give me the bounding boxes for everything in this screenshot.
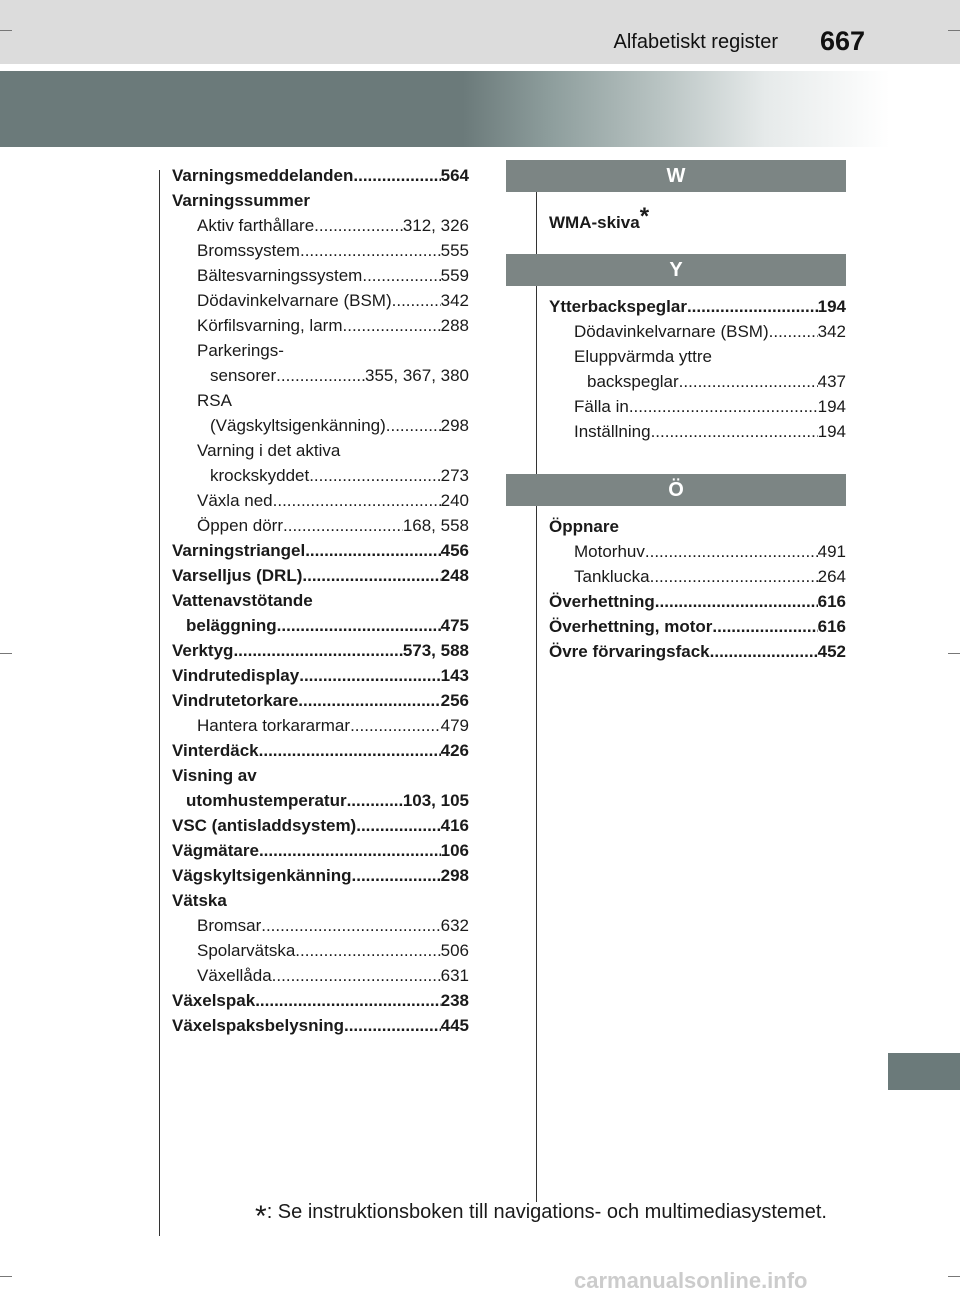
leader-dots	[276, 363, 365, 388]
index-entry-label: Visning av	[172, 766, 257, 785]
index-entry-label: Bromssystem	[197, 241, 300, 260]
index-entry-pages: 143	[440, 666, 469, 685]
index-entry-label: beläggning	[186, 616, 277, 635]
index-entry-label: Vätska	[172, 891, 227, 910]
index-entry-pages: 632	[440, 916, 469, 935]
watermark: carmanualsonline.info	[574, 1268, 808, 1293]
index-entry	[172, 988, 469, 1013]
index-entry	[172, 613, 469, 638]
index-entry-pages: 445	[440, 1016, 469, 1035]
index-entry	[172, 663, 469, 688]
leader-dots	[314, 213, 403, 238]
index-entry	[549, 294, 846, 319]
index-entry	[172, 738, 469, 763]
index-entry-label: Varningssummer	[172, 191, 310, 210]
index-entry-pages: 452	[817, 642, 846, 661]
index-entry	[549, 539, 846, 564]
index-entry-pages: 616	[817, 592, 846, 611]
index-entry	[172, 688, 469, 713]
index-entry	[172, 913, 469, 938]
leader-dots	[347, 788, 403, 813]
leader-dots	[350, 713, 441, 738]
index-entry-label: Växelspaksbelysning	[172, 1016, 344, 1035]
index-entry-pages: 631	[440, 966, 469, 985]
index-entry-label: Öppen dörr	[197, 516, 283, 535]
column-divider-middle	[536, 190, 537, 1202]
index-entry-label: WMA-skiva	[549, 213, 640, 232]
index-entry	[172, 263, 469, 288]
index-entry-label: Dödavinkelvarnare (BSM)	[574, 322, 769, 341]
crop-mark	[0, 653, 12, 654]
index-entry-pages: 506	[440, 941, 469, 960]
section-letter-header: Ö	[506, 474, 846, 506]
index-entry-label: Ytterbackspeglar	[549, 297, 687, 316]
index-entry	[549, 639, 846, 664]
index-entry-pages: 342	[817, 322, 846, 341]
index-entry	[172, 763, 469, 788]
index-entry	[172, 513, 469, 538]
leader-dots	[386, 413, 441, 438]
index-entry	[172, 813, 469, 838]
index-entry-pages: 555	[440, 241, 469, 260]
index-entry-pages: 256	[440, 691, 469, 710]
index-entry-label: Aktiv farthållare	[197, 216, 315, 235]
index-entry	[172, 963, 469, 988]
index-entry	[172, 438, 469, 463]
leader-dots	[259, 738, 441, 763]
index-entry	[172, 313, 469, 338]
index-entry	[172, 938, 469, 963]
index-entry-label: krockskyddet	[210, 466, 310, 485]
index-entry-label: Vattenavstötande	[172, 591, 313, 610]
index-entry-pages: 573, 588	[402, 641, 469, 660]
index-entry-pages: 491	[817, 542, 846, 561]
leader-dots	[233, 638, 402, 663]
index-entry-pages: 426	[440, 741, 469, 760]
index-entry	[172, 888, 469, 913]
index-column-left	[172, 163, 469, 1038]
index-entry-label: Öppnare	[549, 517, 619, 536]
index-entry	[549, 419, 846, 444]
leader-dots	[655, 589, 818, 614]
index-entry-pages: 355, 367, 380	[365, 366, 469, 385]
index-entry	[549, 514, 846, 539]
index-entry	[172, 413, 469, 438]
index-entry-pages: 106	[440, 841, 469, 860]
index-entry-label: (Vägskyltsigenkänning)	[210, 416, 386, 435]
index-entry-label: Varningsmeddelanden	[172, 166, 354, 185]
leader-dots	[687, 294, 818, 319]
index-entry-pages: 238	[440, 991, 469, 1010]
index-entry	[172, 213, 469, 238]
index-entry-pages: 416	[440, 816, 469, 835]
index-entry-label: Parkerings-	[197, 341, 284, 360]
index-entry-label: Varning i det aktiva	[197, 441, 341, 460]
index-entry-pages: 475	[440, 616, 469, 635]
index-entry-pages: 456	[440, 541, 469, 560]
index-entry-label: Växelspak	[172, 991, 256, 1010]
leader-dots	[651, 419, 818, 444]
header-title: Alfabetiskt register	[613, 31, 778, 53]
index-entry-pages: 264	[817, 567, 846, 586]
index-entry	[172, 288, 469, 313]
index-entry-label: Hantera torkararmar	[197, 716, 351, 735]
header-banner	[0, 71, 890, 147]
index-entry-pages: 342	[440, 291, 469, 310]
leader-dots	[343, 313, 441, 338]
index-entry-label: Bältesvarningssystem	[197, 266, 363, 285]
leader-dots	[353, 163, 440, 188]
index-entry	[172, 488, 469, 513]
leader-dots	[352, 863, 441, 888]
leader-dots	[679, 369, 818, 394]
index-entry	[549, 319, 846, 344]
index-entry-pages: 240	[440, 491, 469, 510]
index-entry-label: Övre förvaringsfack	[549, 642, 710, 661]
index-entry-label: Vägskyltsigenkänning	[172, 866, 352, 885]
index-entry-label: Växellåda	[197, 966, 272, 985]
index-entry	[172, 338, 469, 363]
index-entry	[549, 369, 846, 394]
index-entry-label: Verktyg	[172, 641, 234, 660]
index-entry-label: Vinterdäck	[172, 741, 259, 760]
index-entry-label: sensorer	[210, 366, 277, 385]
leader-dots	[273, 488, 441, 513]
index-entry	[172, 588, 469, 613]
index-column-right	[549, 160, 846, 664]
index-entry-pages: 312, 326	[402, 216, 469, 235]
leader-dots	[261, 913, 440, 938]
index-entry	[549, 564, 846, 589]
index-entry-label: Varselljus (DRL)	[172, 566, 303, 585]
index-entry-pages: 194	[817, 297, 846, 316]
index-entry-pages: 288	[440, 316, 469, 335]
page-number: 667	[820, 26, 866, 56]
index-entry-label: VSC (antisladdsystem)	[172, 816, 357, 835]
section-letter-header: Y	[506, 254, 846, 286]
leader-dots	[645, 539, 818, 564]
index-entry	[172, 238, 469, 263]
leader-dots	[769, 319, 818, 344]
index-entry-pages: 194	[817, 397, 846, 416]
leader-dots	[710, 639, 818, 664]
index-entry	[172, 638, 469, 663]
index-entry	[172, 163, 469, 188]
index-entry	[549, 589, 846, 614]
index-entry-pages: 168, 558	[402, 516, 469, 535]
footnote-star: *	[639, 203, 650, 230]
index-entry-label: Varningstriangel	[172, 541, 306, 560]
index-entry-pages: 564	[440, 166, 469, 185]
index-entry-label: Spolarvätska	[197, 941, 296, 960]
leader-dots	[295, 938, 440, 963]
index-entry-label: Vindrutetorkare	[172, 691, 299, 710]
footnote-text: : Se instruktionsboken till navigations- och multimediasystemet.	[266, 1201, 827, 1223]
index-entry-label: Motorhuv	[574, 542, 645, 561]
crop-mark	[0, 1276, 12, 1277]
leader-dots	[362, 263, 440, 288]
index-entry-label: Växla ned	[197, 491, 273, 510]
crop-mark	[948, 1276, 960, 1277]
index-entry-pages: 479	[440, 716, 469, 735]
index-entry	[172, 1013, 469, 1038]
leader-dots	[259, 838, 441, 863]
index-entry	[172, 788, 469, 813]
index-entry-pages: 616	[817, 617, 846, 636]
leader-dots	[283, 513, 403, 538]
index-entry-pages: 248	[440, 566, 469, 585]
index-entry	[172, 388, 469, 413]
header-bar	[0, 0, 960, 64]
index-entry	[549, 394, 846, 419]
leader-dots	[392, 288, 441, 313]
leader-dots	[298, 688, 440, 713]
index-entry-pages: 273	[440, 466, 469, 485]
index-entry-pages: 194	[817, 422, 846, 441]
index-entry-label: Vägmätare	[172, 841, 259, 860]
index-entry-label: Överhettning	[549, 592, 655, 611]
index-entry-label: Fälla in	[574, 397, 629, 416]
section-letter-header: W	[506, 160, 846, 192]
index-entry	[172, 463, 469, 488]
index-entry-label: Körfilsvarning, larm	[197, 316, 343, 335]
index-entry-label: backspeglar	[587, 372, 679, 391]
leader-dots	[650, 564, 818, 589]
index-entry-label: Tanklucka	[574, 567, 650, 586]
leader-dots	[300, 238, 441, 263]
index-entry	[172, 563, 469, 588]
footnote	[255, 1200, 827, 1234]
index-entry	[172, 363, 469, 388]
crop-mark	[948, 653, 960, 654]
leader-dots	[629, 394, 818, 419]
leader-dots	[302, 563, 440, 588]
index-entry-label: Eluppvärmda yttre	[574, 347, 712, 366]
index-entry-pages: 559	[440, 266, 469, 285]
leader-dots	[277, 613, 441, 638]
index-entry-pages: 298	[440, 416, 469, 435]
index-entry	[549, 344, 846, 369]
index-entry-label: Överhettning, motor	[549, 617, 713, 636]
index-entry	[549, 200, 846, 234]
leader-dots	[305, 538, 440, 563]
leader-dots	[712, 614, 817, 639]
index-entry	[172, 538, 469, 563]
index-entry	[172, 863, 469, 888]
index-entry	[172, 713, 469, 738]
leader-dots	[272, 963, 441, 988]
crop-mark	[0, 30, 12, 31]
index-entry	[549, 614, 846, 639]
index-entry-label: Inställning	[574, 422, 651, 441]
index-entry	[172, 188, 469, 213]
column-divider-left	[159, 170, 160, 1236]
index-entry-pages: 298	[440, 866, 469, 885]
leader-dots	[309, 463, 440, 488]
leader-dots	[344, 1013, 441, 1038]
leader-dots	[299, 663, 440, 688]
index-entry-label: utomhustemperatur	[186, 791, 347, 810]
leader-dots	[255, 988, 440, 1013]
index-entry-label: Dödavinkelvarnare (BSM)	[197, 291, 392, 310]
index-entry-pages: 437	[817, 372, 846, 391]
index-entry-label: Bromsar	[197, 916, 262, 935]
crop-mark	[948, 30, 960, 31]
footnote-star: *	[255, 1200, 267, 1233]
leader-dots	[356, 813, 440, 838]
index-entry-label: RSA	[197, 391, 232, 410]
section-tab-marker	[888, 1053, 960, 1090]
index-entry-label: Vindrutedisplay	[172, 666, 300, 685]
index-entry	[172, 838, 469, 863]
index-entry-pages: 103, 105	[402, 791, 469, 810]
